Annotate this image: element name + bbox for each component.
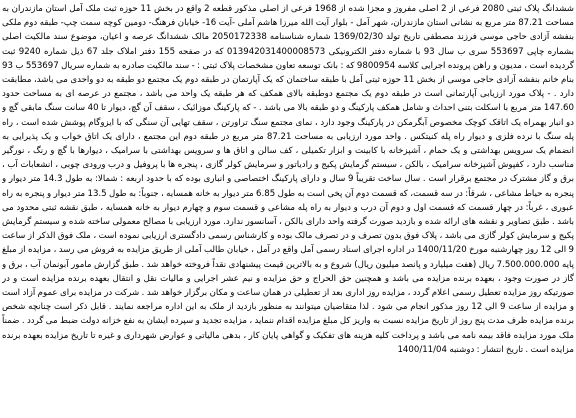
notice-body-text: ششدانگ پلاک ثبتی 2080 فرعی از 2 اصلی مفروز و مجزا شده از 1968 فرعی از اصلی مذکور قطعه 2 واقع در بخش 11 حوزه ثبت ملک آمل استان مازندران به مساحت 87.21 متر مربع به نشانی استان مازندران، شهر آمل - بلوار آیت الله میرزا هاشم آملی -آیت 16- خیابان فرهنگ- دومین کوچه سمت چپ- طبقه دوم ملکی بنفشه آزادی حاجی موسی فرزند مصطفی تاریخ تولد 1369/02/30 شماره شناسنامه 2050172338 مالک ششدانگ عرصه و اعیان، موضوع سند مالکیت اصلی بشماره چاپی 553697 سری ب سال 93 با شماره دفتر الکترونیکی 013942031400008573 که در صفحه 155 دفتر املاک جلد 67 ذیل شماره 9240 ثبت گردیده است ، مدیون و راهن پرونده اجرایی کلاسه 9800954 که : بانک توسعه تعاون مشخصات پلاک ثبتی : - سند مالکیت صادره به شماره سریال 553697 ب 93 بنام خانم بنفشه آزادی حاجی موسی از بخش 11 حوزه ثبتی آمل با طبقه ساختمان که یک آپارتمان در طبقه دوم یک مجتمع دو طبقه به دو واحدی می باشد، مطابقت دارد . - پلاک مورد ارزیابی آپارتمانی است در طبقه دوم یک مجتمع دوطبقه بالای همکف که هر طبقه یک واحد می باشد ، مجتمع در عرصه ای به مساحت حدود 147.60 متر مربع با اسکلت بتنی احداث و شامل همکف پارکینگ و دو طبقه بالا می باشد . - که پارکینگ موزائیک ، سقف آن گچ، دیوار تا 40 سانت سنگ مابقی گچ و دو انبار بهمراه یک اتاقک کوچک مخصوص آبگرمکن در پارکینگ وجود دارد ، نمای مجتمع سنگ تراورتن ، سقف تهایی آن سنگی که با ایزوگام پوشش شده است ، راه پله سنگ با نرده فلزی و دیوار راه پله کنیتکس . واحد مورد ارزیابی به مساحت 87.21 متر مربع در طبقه دوم این مجتمع ، دارای یک اتاق خواب و یک پذیرایی به انضمام یک سرویس بهداشتی و یک حمام ، آشپزخانه با کابینت و ابزار تکمیلی ، کف سالن و اتاق ها و سرویس بهداشتی با سرامیک ، دیوارها با گچ و رنگ ، نورگیر مناسب دارد ، کفپوش آشپزخانه سرامیک ، بالکن ، سیستم گرمایش پکیج و رادیاتور و سرمایش کولر گازی ، پنجره ها با پروفیل و درب ورودی چوبی ، انشعابات آب ، برق و گاز مشترک در مجتمع برقرار است . سال ساخت تقریباً 9 سال و دارای پارکینگ اختصاصی و انباری بوده که با حدود اربعه : شمالا: به طول 14.3 متر دیوار و پنجره به حیاط مشاعی ، شرقاً: در سه قسمت، که قسمت دوم آن پخی است به طول 6.85 متر دیوار به خانه همسایه ، جنوباً: به طول 13.5 متر دیوار و پنجره به راه عبوری ، غرباً: در چهار قسمت که قسمت اول و دوم آن درب و دیوار به راه پله مشاعی و قسمت سوم و چهارم دیوار به خانه همسایه ، طبق نقشه ثبتی محدود می باشد . طبق تصاویر و نقشه های ارائه شده و بازدید صورت گرفته واحد دارای بالکن ، آسانسور ندارد. مورد ارزیابی با مصالح معمولی ساخته شده و سیستم گرمایش پکیج و سرمایش کولر گازی می باشد ، پلاک فوق بدون تصرف و در تصرف مالک بوده و کارشناس رسمی دادگستری ارزیابی نموده است ، ملک فوق الذکر از ساعت 9 الی 12 روز چهارشنبه مورخ 1400/11/20 در اداره اجرای اسناد رسمی آمل واقع در آمل ، خیابان طالب آملی از طریق مزایده به فروش می رسد ، مزایده از مبلغ پایه 7.500.000.000 ریال (هفت میلیارد و پانصد میلیون ریال) شروع و به بالاترین قیمت پیشنهادی نقداً فروخته خواهد شد . طبق گزارش مامور آبونمان آب ، برق و گاز در صورت وجود ، بعهده برنده مزایده می باشد و همچنین حق الحراج و حق مزایده و نیم عشر اجرایی و مالیات نقل و انتقال بعهده برنده مزایده است و در صورتیکه روز مزایده تعطیل رسمی اعلام گردد ، مزایده روز اداری بعد از تعطیلی در همان ساعت و مکان برگزار خواهد شد . شرکت در مزایده برای عموم آزاد است و مزایده از ساعت 9 الی 12 روز مذکور انجام می شود . لذا متقاضیان میتوانند به منظور بازدید از ملک به این اداره مراجعه نمایند . قابل ذکر است چنانچه شخص برنده مزایده ظرف مدت پنج روز از تاریخ مزایده نسبت به واریز کل مبلغ مزایده اقدام ننماید ، مزایده تجدید و سپرده ایشان به نفع خزانه دولت ضبط می گردد . ضمناً ملک مورد مزایده فاقد بیمه نامه می باشد و پرداخت کلیه هزینه های تفکیک و گواهی پایان کار ، بدهی مالیاتی و عوارض شهرداری و غیره تا تاریخ مزایده بعهده برنده مزایده است . تاریخ انتشار : دوشنبه 1400/11/04 xyxy=(2,4,574,355)
document-page xyxy=(2,2,574,416)
